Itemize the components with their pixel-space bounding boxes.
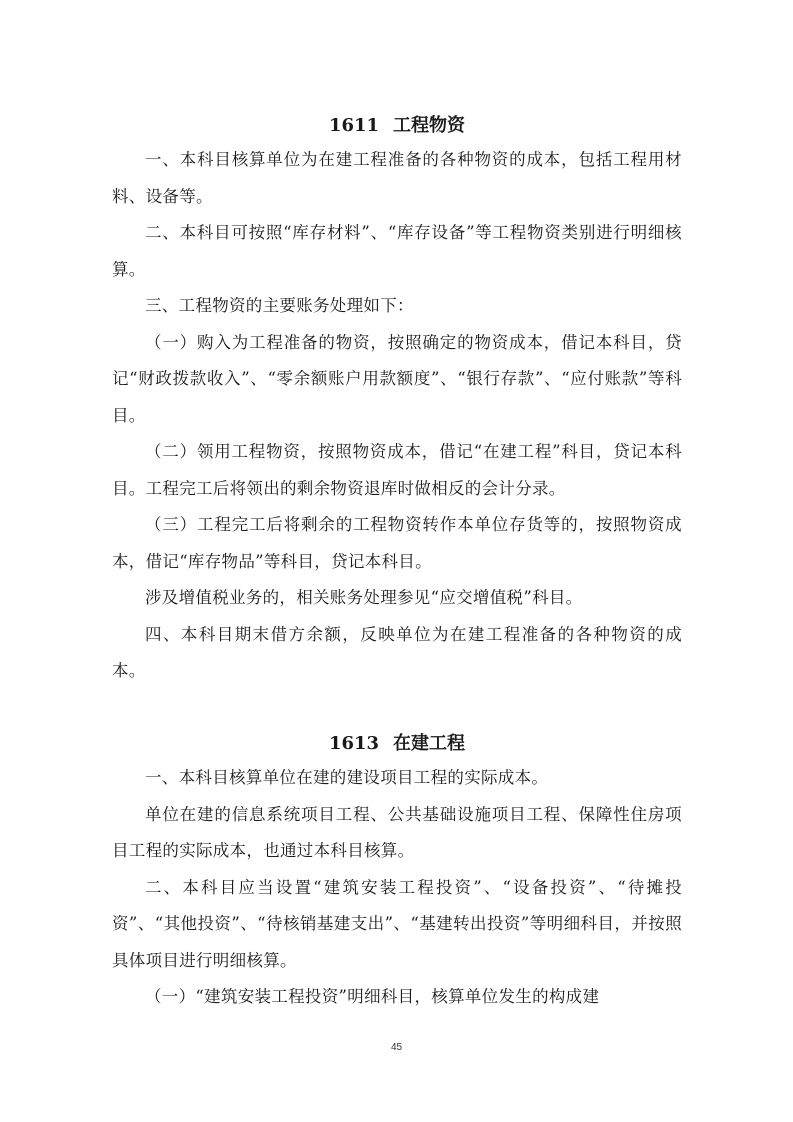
paragraph: 三、工程物资的主要账务处理如下： [145,296,414,315]
page-number: 45 [390,1042,403,1053]
paragraph: （二）领用工程物资，按照物资成本，借记“在建工程”科目，贷记本科目。工程完工后将领出的剩余物资退库时做相反的会计分录。 [112,442,682,498]
paragraph: 涉及增值税业务的，相关账务处理参见“应交增值税”科目。 [145,588,583,607]
paragraph: 一、本科目核算单位为在建工程准备的各种物资的成本，包括工程用材料、设备等。 [112,150,682,206]
paragraph: （一）“建筑安装工程投资”明细科目，核算单位发生的构成建 [145,987,600,1006]
paragraph: 一、本科目核算单位在建的建设项目工程的实际成本。 [145,768,549,787]
section-title: 在建工程 [393,733,466,754]
paragraph: 单位在建的信息系统项目工程、公共基础设施项目工程、保障性住房项目工程的实际成本，也通过本科目核算。 [112,804,682,860]
section-code: 1611 [328,115,380,136]
section-title: 工程物资 [393,115,466,136]
paragraph: 二、本科目可按照“库存材料”、“库存设备”等工程物资类别进行明细核算。 [112,223,682,279]
section-1613 [112,728,682,1016]
section-heading [112,110,682,142]
paragraph: 四、本科目期末借方余额，反映单位为在建工程准备的各种物资的成本。 [112,624,682,680]
section-code: 1613 [328,733,380,754]
section-1611 [112,110,682,690]
paragraph: （一）购入为工程准备的物资，按照确定的物资成本，借记本科目，贷记“财政拨款收入”、“零余额账户用款额度”、“银行存款”、“应付账款”等科目。 [112,332,682,425]
paragraph: 二、本科目应当设置“建筑安装工程投资”、“设备投资”、“待摊投资”、“其他投资”、“待核销基建支出”、“基建转出投资”等明细科目，并按照具体项目进行明细核算。 [112,877,682,970]
section-heading [112,728,682,760]
paragraph: （三）工程完工后将剩余的工程物资转作本单位存货等的，按照物资成本，借记“库存物品”等科目，贷记本科目。 [112,515,682,571]
